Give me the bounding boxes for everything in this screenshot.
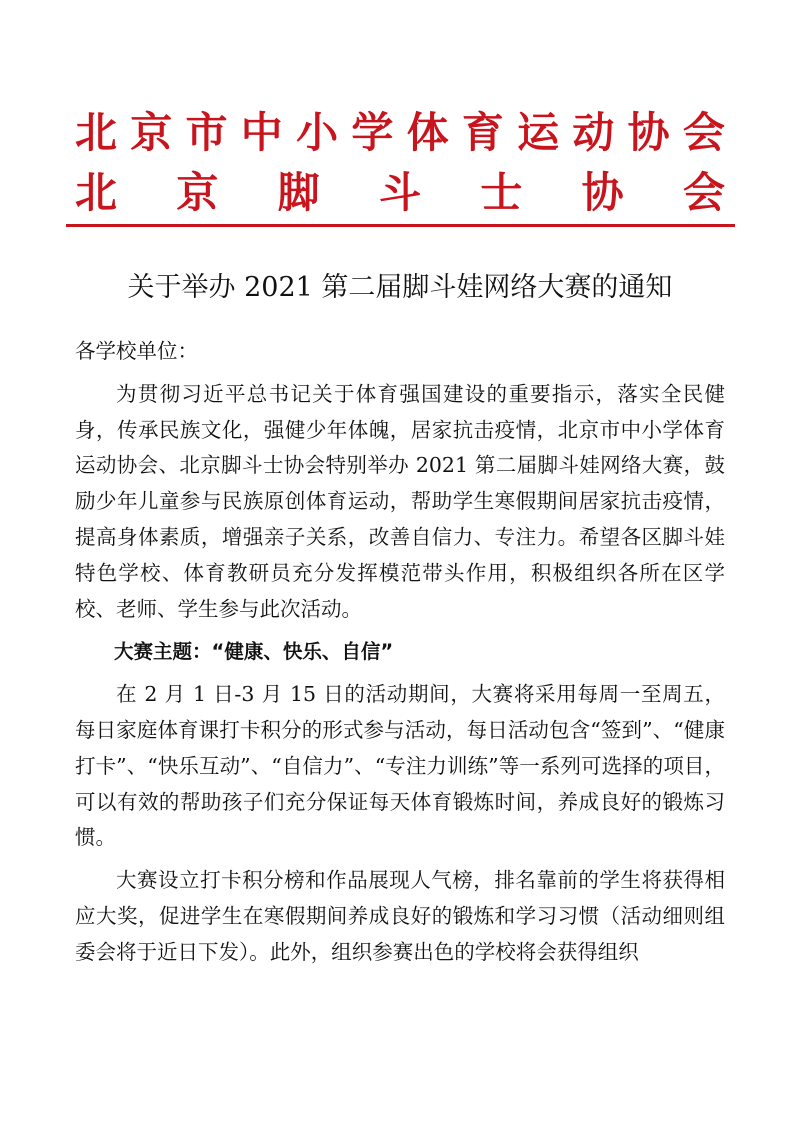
contest-theme: 大赛主题：“健康、快乐、自信”: [114, 640, 394, 664]
header-char: 会: [682, 108, 725, 157]
header-char: 体: [406, 108, 449, 157]
paragraph-schedule: 在 2 月 1 日-3 月 15 日的活动期间，大赛将采用每周一至周五，每日家庭体育课打卡积分的形式参与活动，每日活动包含“签到”、“健康打卡”、“快乐互动”、“自信力”、“专注力训练”等一系列可选择的项目，可以有效的帮助孩子们充分保证每天体育锻炼时间，养成良好的锻炼习惯。: [75, 682, 725, 850]
header-char: 脚: [277, 168, 320, 217]
header-char: 动: [572, 108, 615, 157]
header-char: 京: [176, 168, 219, 217]
header-char: 士: [480, 168, 523, 217]
header-char: 学: [351, 108, 394, 157]
org-header-line-1: [75, 108, 725, 157]
header-divider: [66, 224, 735, 227]
salutation: 各学校单位：: [75, 339, 198, 363]
header-char: 中: [240, 108, 283, 157]
header-char: 北: [75, 108, 118, 157]
paragraph-awards: 大赛设立打卡积分榜和作品展现人气榜，排名靠前的学生将获得相应大奖，促进学生在寒假期间养成良好的锻炼和学习习惯（活动细则组委会将于近日下发）。此外，组织参赛出色的学校将会获得组织: [75, 868, 725, 964]
header-char: 会: [682, 168, 725, 217]
header-char: 运: [517, 108, 560, 157]
paragraph-intro: 为贯彻习近平总书记关于体育强国建设的重要指示，落实全民健身，传承民族文化，强健少年体魄，居家抗击疫情，北京市中小学体育运动协会、北京脚斗士协会特别举办 2021 第二届脚斗娃网络大赛，鼓励少年儿童参与民族原创体育运动，帮助学生寒假期间居家抗击疫情，提高身体素质，增强亲子关系，改善自信力、专注力。希望各区脚斗娃特色学校、体育教研员充分发挥模范带头作用，积极组织各所在区学校、老师、学生参与此次活动。: [75, 381, 725, 621]
header-char: 北: [75, 168, 118, 217]
document-body: [75, 334, 725, 971]
header-char: 协: [627, 108, 670, 157]
header-char: 小: [296, 108, 339, 157]
header-char: 斗: [378, 168, 421, 217]
header-char: 协: [581, 168, 624, 217]
header-char: 育: [461, 108, 504, 157]
org-header-line-2: [75, 168, 725, 217]
header-char: 市: [185, 108, 228, 157]
document-title: 关于举办 2021 第二届脚斗娃网络大赛的通知: [127, 272, 673, 303]
header-char: 京: [130, 108, 173, 157]
